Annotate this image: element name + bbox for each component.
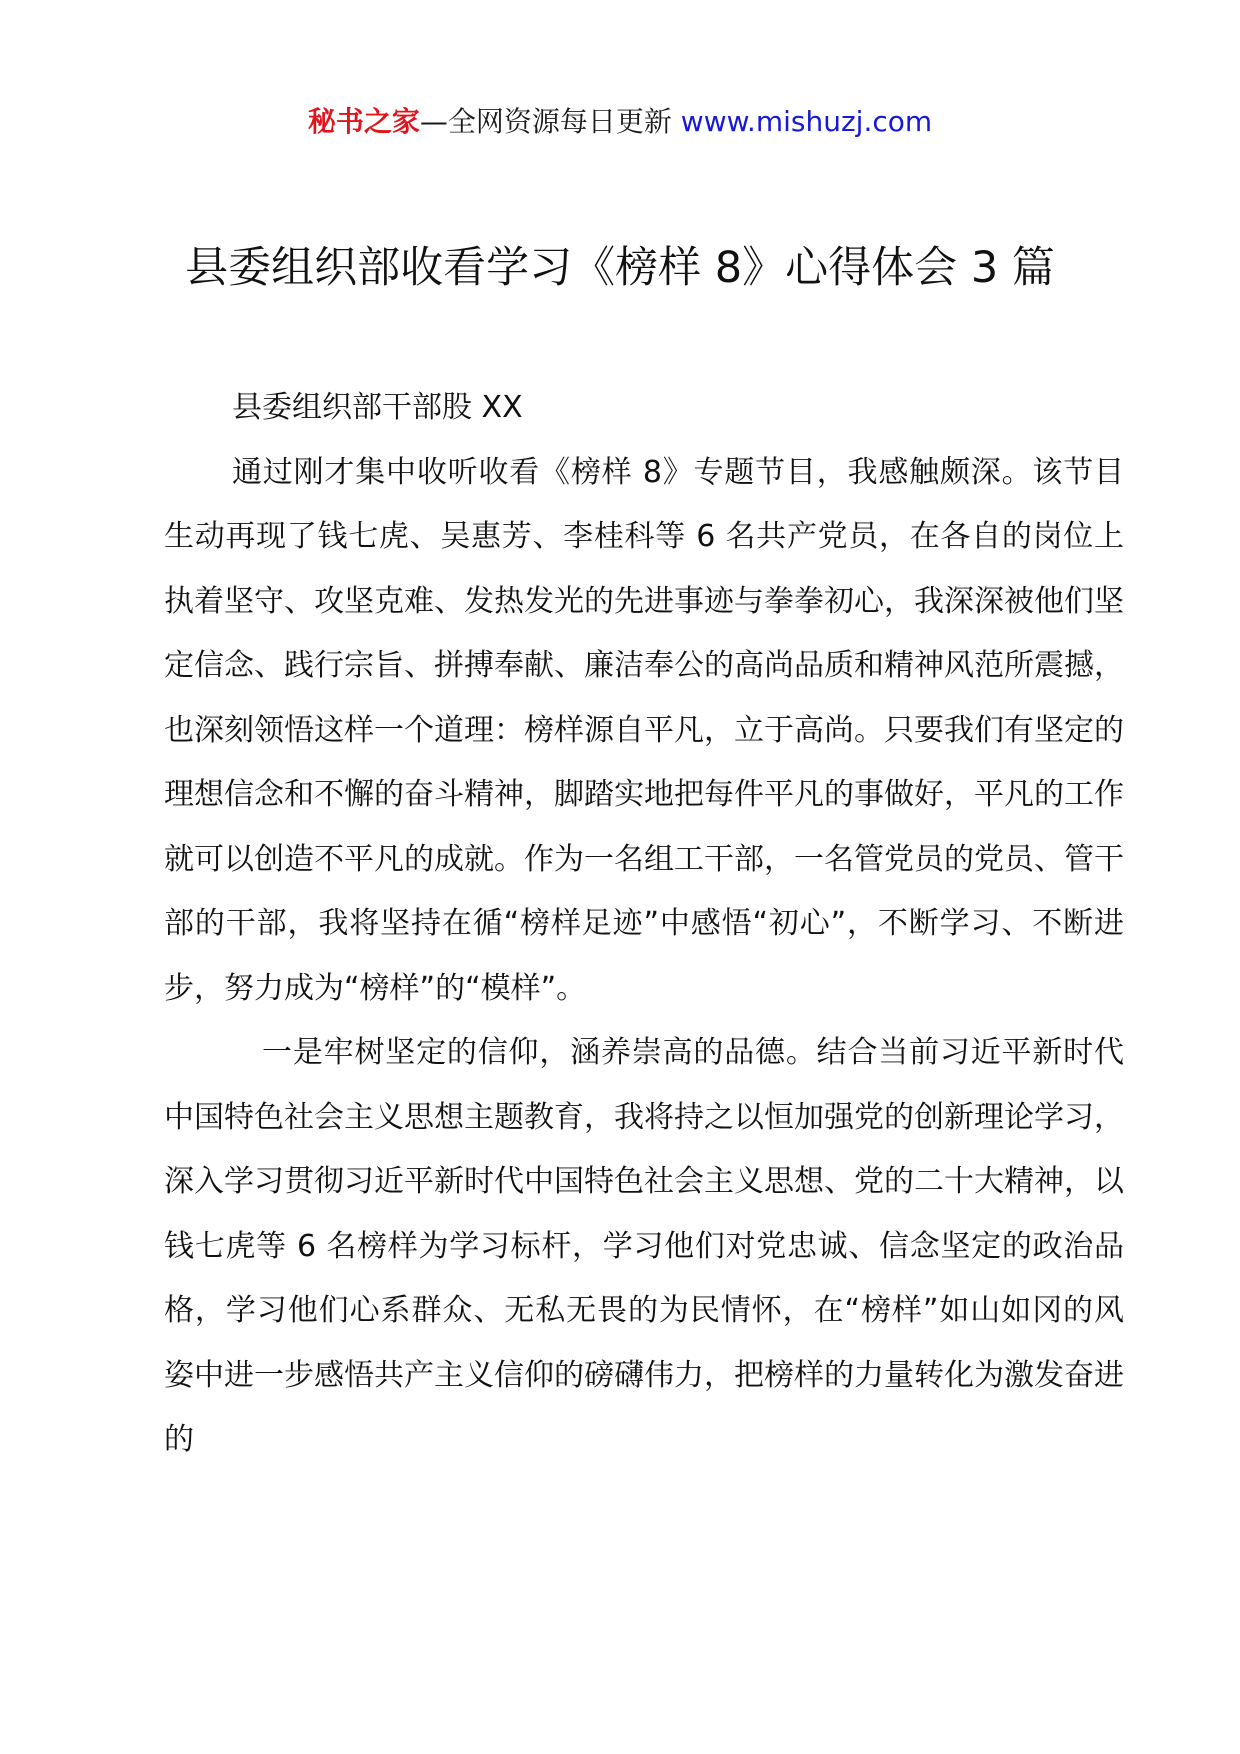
author-line: 县委组织部干部股 XX [232, 390, 523, 425]
site-brand: 秘书之家 [307, 105, 420, 138]
site-tagline: —全网资源每日更新 [419, 105, 672, 138]
document-title: 县委组织部收看学习《榜样 8》心得体会 3 篇 [185, 243, 1055, 293]
site-url-link[interactable]: www.mishuzj.com [680, 105, 933, 138]
document-body [164, 376, 1124, 1473]
paragraph-intro: 通过刚才集中收听收看《榜样 8》专题节目，我感触颇深。该节目生动再现了钱七虎、吴惠芳、李桂科等 6 名共产党员，在各自的岗位上执着坚守、攻坚克难、发热发光的先进事迹与拳拳初心，我深深被他们坚定信念、践行宗旨、拼搏奉献、廉洁奉公的高尚品质和精神风范所震撼，也深刻领悟这样一个道理：榜样源自平凡，立于高尚。只要我们有坚定的理想信念和不懈的奋斗精神，脚踏实地把每件平凡的事做好，平凡的工作就可以创造不平凡的成就。作为一名组工干部，一名管党员的党员、管干部的干部，我将坚持在循“榜样足迹”中感悟“初心”，不断学习、不断进步，努力成为“榜样”的“模样”。 [164, 454, 1124, 1006]
paragraph-point-one: 一是牢树坚定的信仰，涵养崇高的品德。结合当前习近平新时代中国特色社会主义思想主题教育，我将持之以恒加强党的创新理论学习，深入学习贯彻习近平新时代中国特色社会主义思想、党的二十大精神，以钱七虎等 6 名榜样为学习标杆，学习他们对党忠诚、信念坚定的政治品格，学习他们心系群众、无私无畏的为民情怀，在“榜样”如山如冈的风姿中进一步感悟共产主义信仰的磅礴伟力，把榜样的力量转化为激发奋进的 [164, 1035, 1124, 1457]
site-header [0, 100, 1240, 144]
